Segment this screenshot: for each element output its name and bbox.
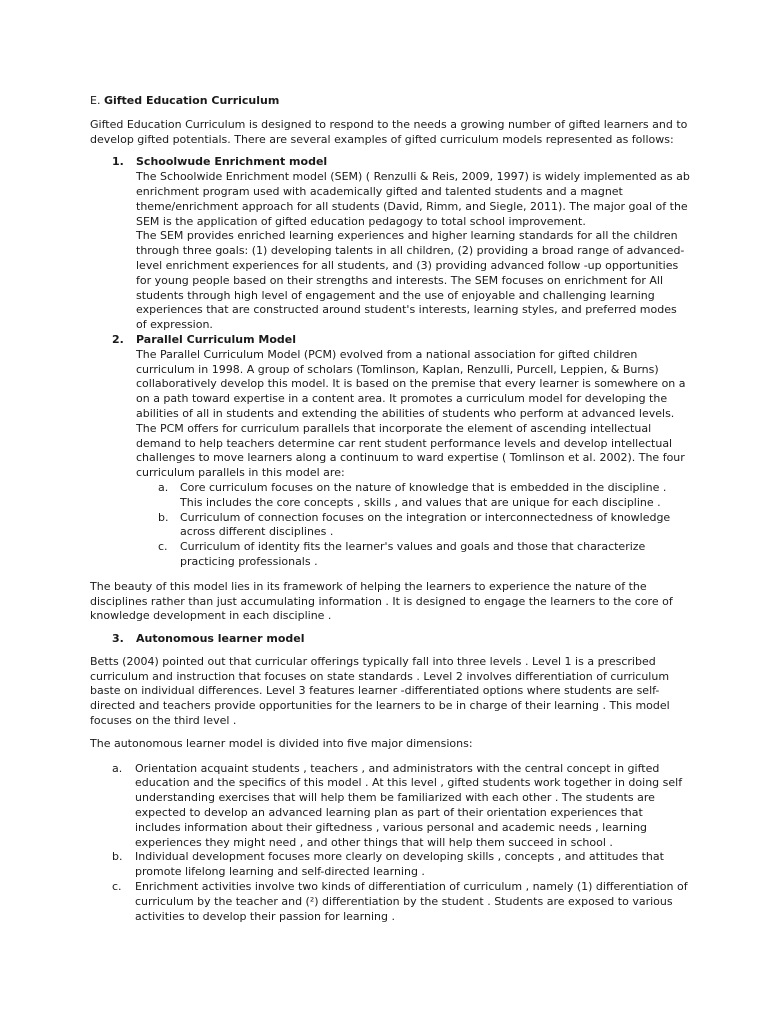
model-title: Autonomous learner model <box>136 632 305 646</box>
model-item-2 <box>90 333 690 481</box>
list-text: Curriculum of connection focuses on the integration or interconnectedness of knowledge across different disciplines . <box>180 510 671 539</box>
beauty-paragraph: The beauty of this model lies in its framework of helping the learners to experience the nature of the disciplines rather than just accumulating information . It is designed to engage the learners to the core of knowledge development in each discipline . <box>90 579 673 623</box>
section-prefix: E. <box>90 94 104 107</box>
model-number: 2. <box>112 332 124 346</box>
list-item <box>90 481 690 511</box>
list-letter: a. <box>112 761 123 775</box>
list-text: Orientation acquaint students , teachers , and administrators with the central concept in gifted education and the specifics of this model . At this level , gifted students work together in doing self understanding exercises that will help them be familiarized with each other . The students are expected to develop an advanced learning plan as part of their orientation experiences that includes information about their giftedness , various personal and academic needs , learning experiences they might need , and other things that will help them succeed in school . <box>135 761 683 849</box>
model-item-3 <box>90 632 690 647</box>
list-letter: c. <box>112 880 122 894</box>
list-text: Core curriculum focuses on the nature of knowledge that is embedded in the discipline . This includes the core concepts , skills , and values that are unique for each discipline . <box>180 480 667 509</box>
list-letter: a. <box>158 480 169 494</box>
model-body: The Parallel Curriculum Model (PCM) evolved from a national association for gifted children curriculum in 1998. A group of scholars (Tomlinson, Kaplan, Renzulli, Purcell, Leppien, & Burns) collaboratively develop this model. It is based on the premise that every learner is somewhere on a on a path toward expertise in a content area. It promotes a curriculum model for developing the abilities of all in students and extending the abilities of students who perform at advanced levels. The PCM offers for curriculum parallels that incorporate the element of ascending intellectual demand to help teachers determine car rent student performance levels and develop intellectual challenges to move learners along a continuum to ward expertise ( Tomlinson et al. 2002). The four curriculum parallels in this model are: <box>136 347 686 480</box>
list-item <box>90 511 690 541</box>
model-body: The Schoolwide Enrichment model (SEM) ( Renzulli & Reis, 2009, 1997) is widely implemented as ab enrichment program used with academically gifted and talented students and a magnet theme/enrichment approach for all students (David, Rimm, and Siegle, 2011). The major goal of the SEM is the application of gifted education pedagogy to total school improvement. <box>136 170 690 228</box>
list-text: Enrichment activities involve two kinds of differentiation of curriculum , namely (1) differentiation of curriculum by the teacher and (²) differentiation by the student . Students are exposed to various activities to develop their passion for learning . <box>135 880 688 923</box>
model-title: Schoolwude Enrichment model <box>136 155 328 169</box>
list-letter: c. <box>158 540 168 554</box>
list-item <box>90 850 690 880</box>
list-text: Individual development focuses more clearly on developing skills , concepts , and attitudes that promote lifelong learning and self-directed learning . <box>135 850 664 879</box>
section-title: Gifted Education Curriculum <box>103 94 280 107</box>
dimensions-intro: The autonomous learner model is divided into five major dimensions: <box>90 736 473 750</box>
model-number: 3. <box>112 632 124 646</box>
intro-paragraph: Gifted Education Curriculum is designed to respond to the needs a growing number of gifted learners and to develop gifted potentials. There are several examples of gifted curriculum models represented as follows: <box>90 117 688 146</box>
list-text: Curriculum of identity fits the learner's values and goals and those that characterize practicing professionals . <box>180 540 646 568</box>
model-title: Parallel Curriculum Model <box>136 332 297 346</box>
model-item-1 <box>90 155 690 333</box>
list-item <box>90 540 690 570</box>
list-item <box>90 762 690 851</box>
model-body-continued: The SEM provides enriched learning experiences and higher learning standards for all the children through three goals: (1) developing talents in all children, (2) providing a broad range of advanced- level enrichment experiences for all students, and (3) providing advanced follow -up opportunities for young people based on their strengths and interests. The SEM focuses on enrichment for All students through high level of engagement and the use of enjoyable and challenging learning experiences that are constructed around student's interests, learning styles, and preferred modes of expression. <box>136 229 685 332</box>
betts-paragraph: Betts (2004) pointed out that curricular offerings typically fall into three levels . Level 1 is a prescribed curriculum and instruction that focuses on state standards . Level 2 involves differentiation of curriculum baste on individual differences. Level 3 features learner -differentiated options where students are self-directed and teachers provide opportunities for the learners to be in charge of their learning . This model focuses on the third level . <box>90 654 670 728</box>
list-letter: b. <box>158 510 169 524</box>
model-number: 1. <box>112 155 124 169</box>
list-letter: b. <box>112 850 123 864</box>
section-heading <box>90 94 690 109</box>
document-page <box>90 94 690 924</box>
list-item <box>90 880 690 924</box>
